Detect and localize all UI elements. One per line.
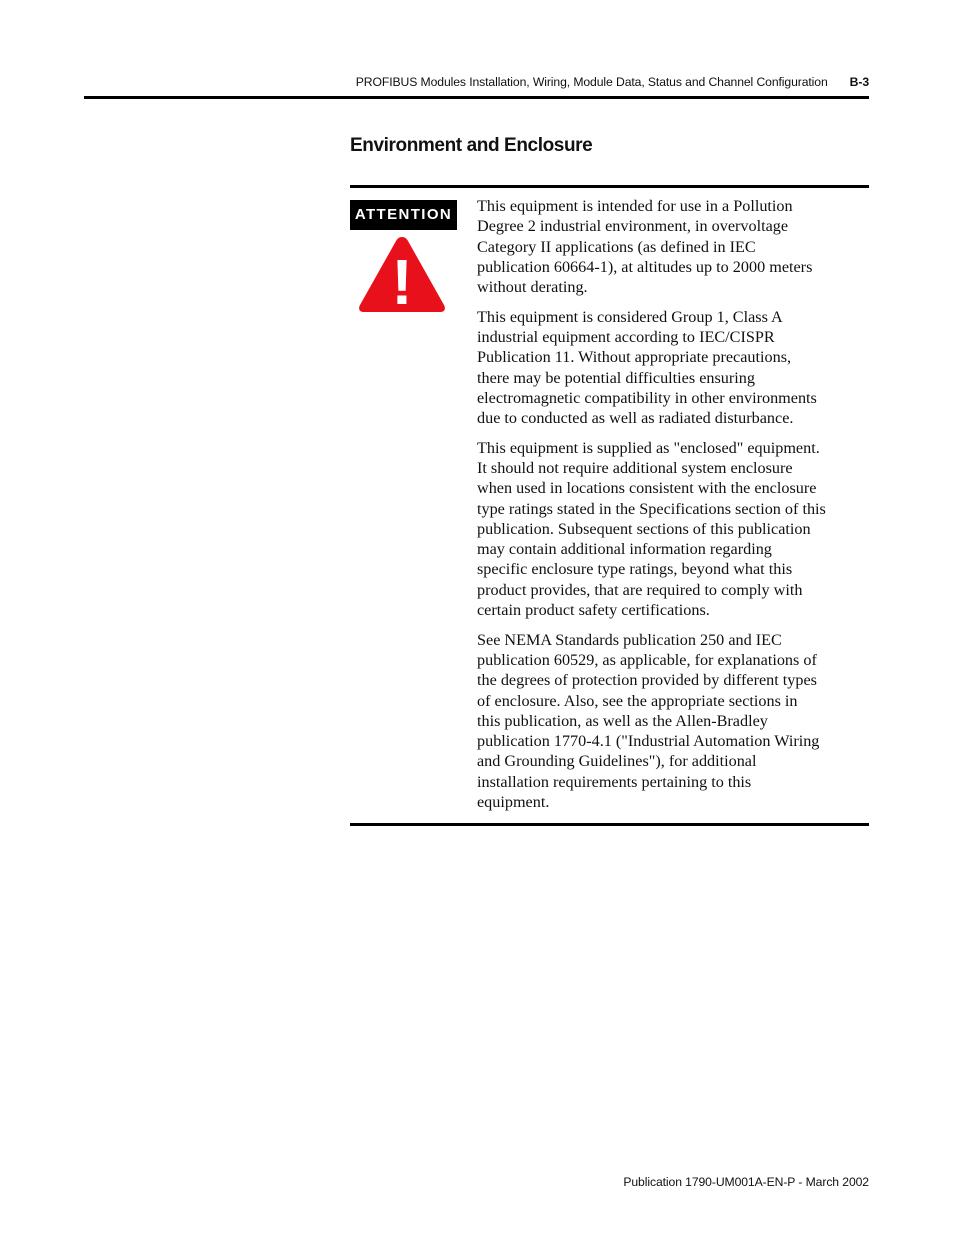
attention-line: this publication, as well as the Allen-Bradley — [477, 711, 768, 730]
attention-line: may contain additional information regarding — [477, 540, 772, 559]
attention-label: ATTENTION — [350, 200, 457, 230]
attention-line: without derating. — [477, 278, 588, 296]
attention-line: electromagnetic compatibility in other environments — [477, 388, 817, 407]
exclamation-mark: ! — [391, 246, 413, 315]
attention-paragraph — [477, 438, 872, 620]
attention-line: Publication 11. Without appropriate precautions, — [477, 348, 792, 367]
attention-line: This equipment is intended for use in a Pollution — [477, 197, 793, 215]
attention-line: certain product safety certifications. — [477, 600, 710, 619]
attention-line: This equipment is supplied as "enclosed" equipment. — [477, 438, 820, 457]
attention-line: industrial equipment according to IEC/CISPR — [477, 328, 775, 347]
attention-line: publication 60529, as applicable, for explanations of — [477, 651, 817, 670]
attention-body — [477, 196, 872, 822]
attention-line: This equipment is considered Group 1, Class A — [477, 307, 783, 326]
page-number: B-3 — [849, 75, 869, 89]
attention-line: publication 1770-4.1 ("Industrial Automation Wiring — [477, 732, 820, 751]
attention-top-rule — [350, 185, 869, 188]
attention-paragraph — [477, 307, 872, 429]
attention-line: product provides, that are required to comply with — [477, 580, 803, 599]
section-title: Environment and Enclosure — [350, 135, 593, 156]
attention-paragraph — [477, 630, 872, 812]
attention-line: specific enclosure type ratings, beyond what this — [477, 560, 793, 579]
attention-line: of enclosure. Also, see the appropriate sections in — [477, 691, 798, 710]
attention-line: there may be potential difficulties ensuring — [477, 368, 755, 387]
attention-line: equipment. — [477, 792, 550, 811]
attention-bottom-rule — [350, 823, 869, 826]
attention-line: the degrees of protection provided by different types — [477, 671, 817, 690]
header-rule — [84, 96, 869, 99]
attention-line: It should not require additional system enclosure — [477, 459, 793, 478]
attention-line: publication. Subsequent sections of this publication — [477, 519, 811, 538]
attention-line: type ratings stated in the Specifications section of this — [477, 499, 826, 518]
attention-line: publication 60664-1), at altitudes up to 2000 meters — [477, 257, 813, 276]
attention-line: Category II applications (as defined in IEC — [477, 237, 756, 256]
attention-line: Degree 2 industrial environment, in overvoltage — [477, 217, 789, 236]
running-header — [84, 72, 869, 92]
attention-line: installation requirements pertaining to this — [477, 772, 752, 791]
attention-line: due to conducted as well as radiated disturbance. — [477, 409, 794, 428]
footer-publication: Publication 1790-UM001A-EN-P - March 2002 — [623, 1175, 869, 1189]
attention-line: and Grounding Guidelines"), for additional — [477, 752, 757, 771]
attention-paragraph — [477, 196, 872, 297]
attention-line: See NEMA Standards publication 250 and IEC — [477, 630, 782, 649]
attention-line: when used in locations consistent with the enclosure — [477, 479, 817, 498]
warning-triangle-icon — [356, 233, 448, 315]
running-header-title: PROFIBUS Modules Installation, Wiring, Module Data, Status and Channel Configuration — [355, 75, 828, 89]
